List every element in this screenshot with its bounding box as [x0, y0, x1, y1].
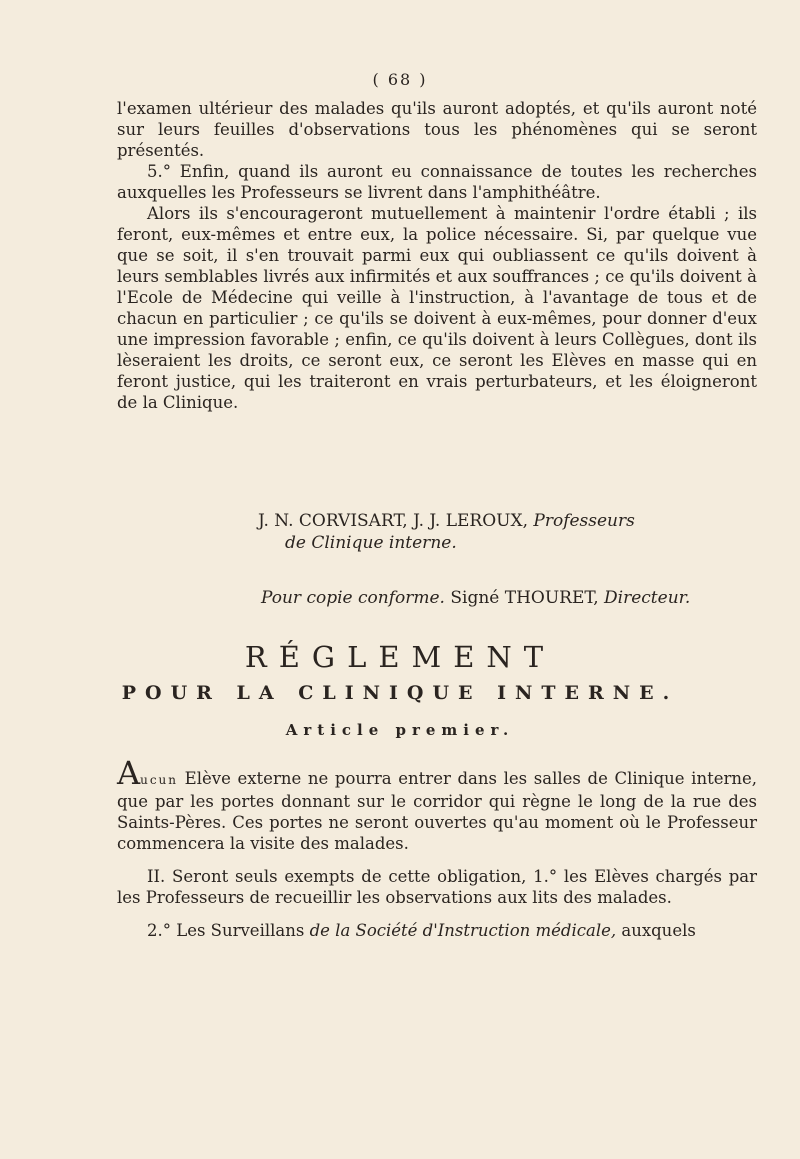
- signed-by: Signé THOURET,: [450, 588, 599, 608]
- paragraph: Alors ils s'encourageront mutuellement à maintenir l'ordre établi ; ils feront, eux-mêmes et entre eux, la police nécessaire. Si, par quelque vue que se soit, il s'en trouvait parmi eux qui oubliassent ce qu'ils doivent à leurs semblables livrés aux infirmités et aux souffrances ; ce qu'ils doivent à l'Ecole de Médecine qui veille à l'instruction, à l'avantage de tous et de chacun en particulier ; ce qu'ils se doivent à eux-mêmes, pour donner d'eux une impression favorable ; enfin, ce qu'ils doivent à leurs Collègues, dont ils lèseraient les droits, ce seront eux, ce seront les Elèves en masse qui en feront justice, qui les traiteront en vrais perturbateurs, et les éloigneront de la Clinique.: [117, 204, 757, 412]
- article-1: [117, 754, 757, 854]
- signature-names: [258, 511, 635, 531]
- page-number: ( 68 ): [372, 70, 428, 89]
- body-text: [117, 98, 757, 413]
- regulation-title: RÉGLEMENT: [244, 640, 556, 674]
- article-3-prefix: 2.° Les Surveillans: [147, 921, 310, 940]
- signature-names-text: J. N. CORVISART, J. J. LEROUX,: [258, 511, 528, 531]
- article-heading: Article premier.: [285, 721, 515, 739]
- article-3: [117, 920, 757, 941]
- paragraph: 5.° Enfin, quand ils auront eu connaissance de toutes les recherches auxquelles les Professeurs se livrent dans l'amphithéâtre.: [117, 162, 757, 202]
- articles: [117, 754, 757, 941]
- article-1-caps: ucun: [140, 773, 179, 787]
- regulation-subtitle: POUR LA CLINIQUE INTERNE.: [121, 682, 679, 704]
- signature-role-line: de Clinique interne.: [285, 533, 457, 553]
- paragraph: l'examen ultérieur des malades qu'ils auront adoptés, et qu'ils auront noté sur leurs feuilles d'observations tous les phénomènes qui se seront présentés.: [117, 99, 757, 160]
- article-3-italic: de la Société d'Instruction médicale,: [309, 921, 617, 940]
- signature-role: Professeurs: [533, 511, 635, 531]
- article-2: II. Seront seuls exempts de cette obligation, 1.° les Elèves chargés par les Professeurs de recueillir les observations aux lits des malades.: [117, 867, 757, 907]
- copy-prefix: Pour copie conforme.: [261, 588, 445, 608]
- drop-cap: A: [117, 754, 141, 792]
- article-1-text: Elève externe ne pourra entrer dans les salles de Clinique interne, que par les portes donnant sur le corridor qui règne le long de la rue des Saints-Pères. Ces portes ne seront ouvertes qu'au moment où le Professeur commencera la visite des malades.: [117, 769, 757, 853]
- article-3-suffix: auxquels: [616, 921, 696, 940]
- copy-line: [261, 588, 690, 608]
- director-title: Directeur.: [604, 588, 691, 608]
